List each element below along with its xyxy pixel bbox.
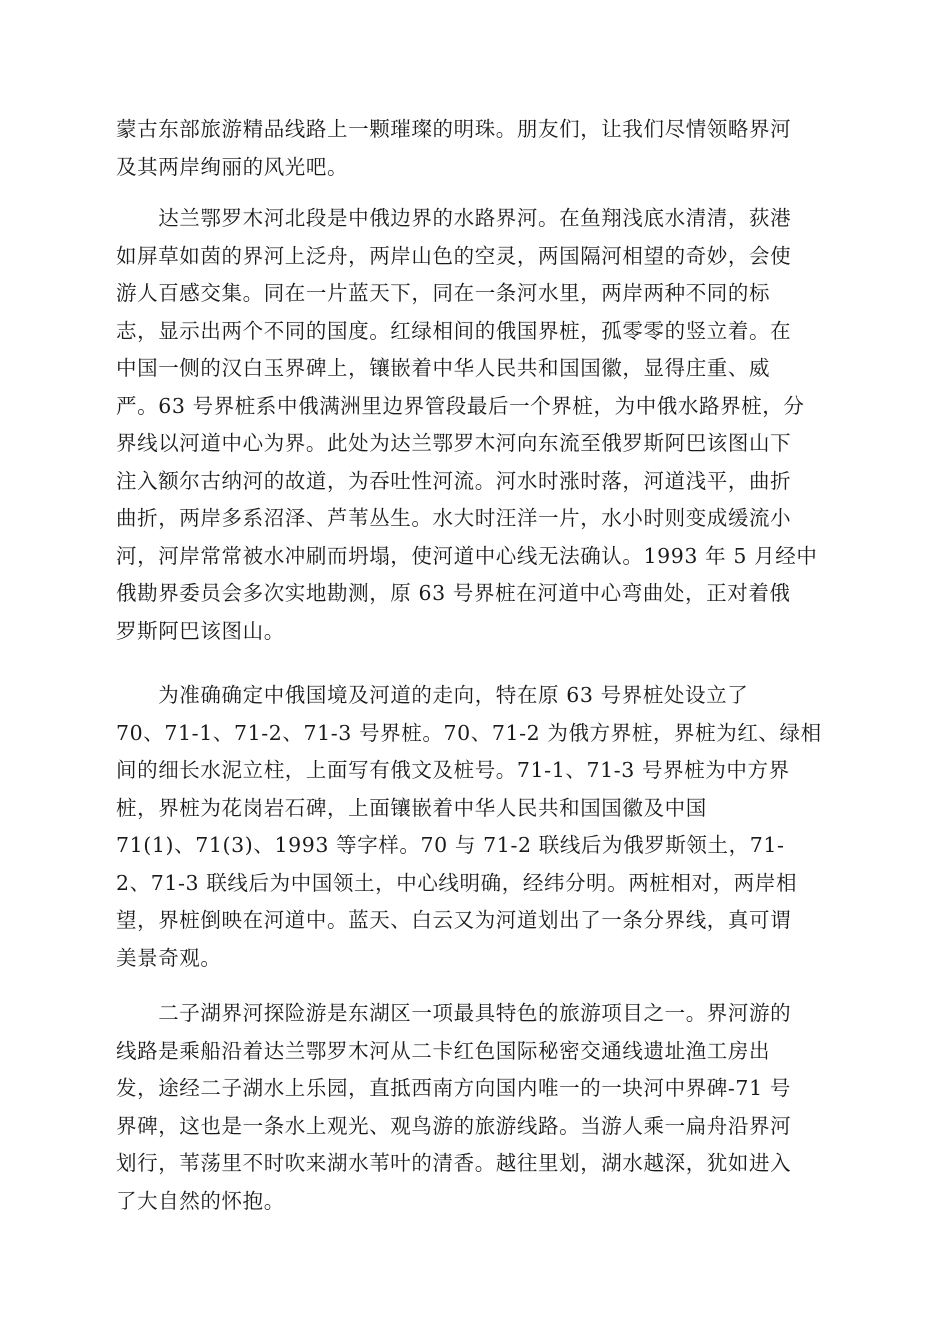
text-line: 志，显示出两个不同的国度。红绿相间的俄国界桩，孤零零的竖立着。在 [116, 318, 792, 343]
text-line: 划行，苇荡里不时吹来湖水苇叶的清香。越往里划，湖水越深，犹如进入 [116, 1151, 792, 1175]
text-line: 中国一侧的汉白玉界碑上，镶嵌着中华人民共和国国徽，显得庄重、威 [116, 356, 771, 380]
text-line: 界线以河道中心为界。此处为达兰鄂罗木河向东流至俄罗斯阿巴该图山下 [116, 431, 792, 455]
paragraph-1 [116, 111, 836, 186]
paragraph-3 [116, 677, 836, 977]
text-line: 俄勘界委员会多次实地勘测，原 63 号界桩在河道中心弯曲处，正对着俄 [116, 581, 791, 605]
text-line: 2、71-3 联线后为中国领土，中心线明确，经纬分明。两桩相对，两岸相 [116, 870, 798, 895]
text-line: 线路是乘船沿着达兰鄂罗木河从二卡红色国际秘密交通线遗址渔工房出 [116, 1038, 771, 1063]
text-line: 曲折，两岸多系沼泽、芦苇丛生。水大时汪洋一片，水小时则变成缓流小 [116, 506, 792, 530]
text-line: 71(1)、71(3)、1993 等字样。70 与 71-2 联线后为俄罗斯领土，71- [116, 833, 785, 857]
text-line: 界碑，这也是一条水上观光、观鸟游的旅游线路。当游人乘一扁舟沿界河 [116, 1113, 792, 1138]
text-line: 美景奇观。 [116, 945, 222, 970]
text-line: 桩，界桩为花岗岩石碑，上面镶嵌着中华人民共和国国徽及中国 [116, 795, 707, 820]
paragraph-4 [116, 995, 836, 1220]
text-line: 注入额尔古纳河的故道，为吞吐性河流。河水时涨时落，河道浅平，曲折 [116, 468, 792, 493]
text-line: 游人百感交集。同在一片蓝天下，同在一条河水里，两岸两种不同的标 [116, 281, 771, 305]
text-line: 达兰鄂罗木河北段是中俄边界的水路界河。在鱼翔浅底水清清，荻港 [116, 206, 792, 230]
text-line: 蒙古东部旅游精品线路上一颗璀璨的明珠。朋友们，让我们尽情领略界河 [116, 117, 792, 141]
text-line: 及其两岸绚丽的风光吧。 [116, 154, 349, 179]
paragraph-2 [116, 200, 836, 650]
text-line: 了大自然的怀抱。 [116, 1188, 285, 1213]
text-line: 发，途经二子湖水上乐园，直抵西南方向国内唯一的一块河中界碑-71 号 [116, 1076, 791, 1100]
text-line: 间的细长水泥立柱，上面写有俄文及桩号。71-1、71-3 号界桩为中方界 [116, 758, 790, 782]
text-line: 望，界桩倒映在河道中。蓝天、白云又为河道划出了一条分界线，真可谓 [116, 908, 792, 932]
text-line: 如屏草如茵的界河上泛舟，两岸山色的空灵，两国隔河相望的奇妙，会使 [116, 243, 792, 268]
text-line: 二子湖界河探险游是东湖区一项最具特色的旅游项目之一。界河游的 [116, 1001, 792, 1025]
text-line: 70、71-1、71-2、71-3 号界桩。70、71-2 为俄方界桩，界桩为红、绿相 [116, 720, 822, 745]
text-line: 罗斯阿巴该图山。 [116, 618, 285, 643]
text-line: 严。63 号界桩系中俄满洲里边界管段最后一个界桩，为中俄水路界桩，分 [116, 393, 805, 418]
text-line: 为准确确定中俄国境及河道的走向，特在原 63 号界桩处设立了 [116, 683, 749, 707]
text-line: 河，河岸常常被水冲刷而坍塌，使河道中心线无法确认。1993 年 5 月经中 [116, 543, 818, 568]
